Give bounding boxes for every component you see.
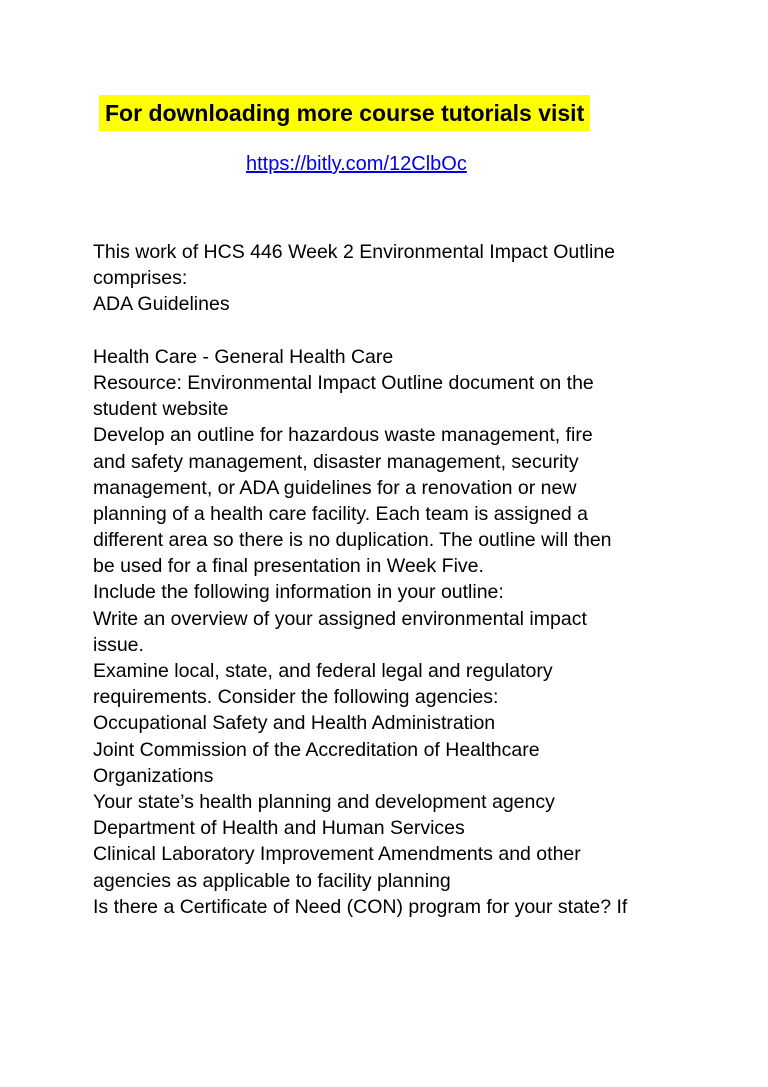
blank-line [93,318,713,344]
body-line: issue. [93,633,144,656]
download-banner: For downloading more course tutorials visit [99,95,590,131]
body-line: Organizations [93,764,214,787]
body-line: This work of HCS 446 Week 2 Environmental Impact Outline [93,241,616,263]
body-line: Joint Commission of the Accreditation of Healthcare [93,738,540,761]
body-line: comprises: [93,267,188,290]
body-line: Occupational Safety and Health Administration [93,712,496,735]
body-line: Resource: Environmental Impact Outline document on the [93,371,594,394]
body-line: agencies as applicable to facility planning [93,869,451,892]
body-line: Examine local, state, and federal legal and regulatory [93,660,553,682]
body-line: Clinical Laboratory Improvement Amendments and other [93,843,581,866]
body-line: Develop an outline for hazardous waste management, fire [93,424,593,447]
body-line: Your state’s health planning and development agency [93,790,555,813]
body-line: Health Care - General Health Care [93,345,394,368]
body-line: ADA Guidelines [93,293,230,316]
body-line: Include the following information in your outline: [93,581,504,604]
body-line: requirements. Consider the following agencies: [93,686,499,709]
body-line: Department of Health and Human Services [93,817,465,840]
body-line: be used for a final presentation in Week Five. [93,555,484,578]
document-body [93,239,713,920]
body-line: planning of a health care facility. Each team is assigned a [93,502,589,525]
body-line: Is there a Certificate of Need (CON) program for your state? If [93,895,628,918]
body-line: student website [93,398,229,421]
body-line: management, or ADA guidelines for a renovation or new [93,476,577,499]
body-line: and safety management, disaster management, security [93,450,579,473]
body-line: Write an overview of your assigned environmental impact [93,607,587,630]
tutorial-link[interactable]: https://bitly.com/12ClbOc [246,153,467,175]
body-line: different area so there is no duplication. The outline will then [93,529,612,552]
